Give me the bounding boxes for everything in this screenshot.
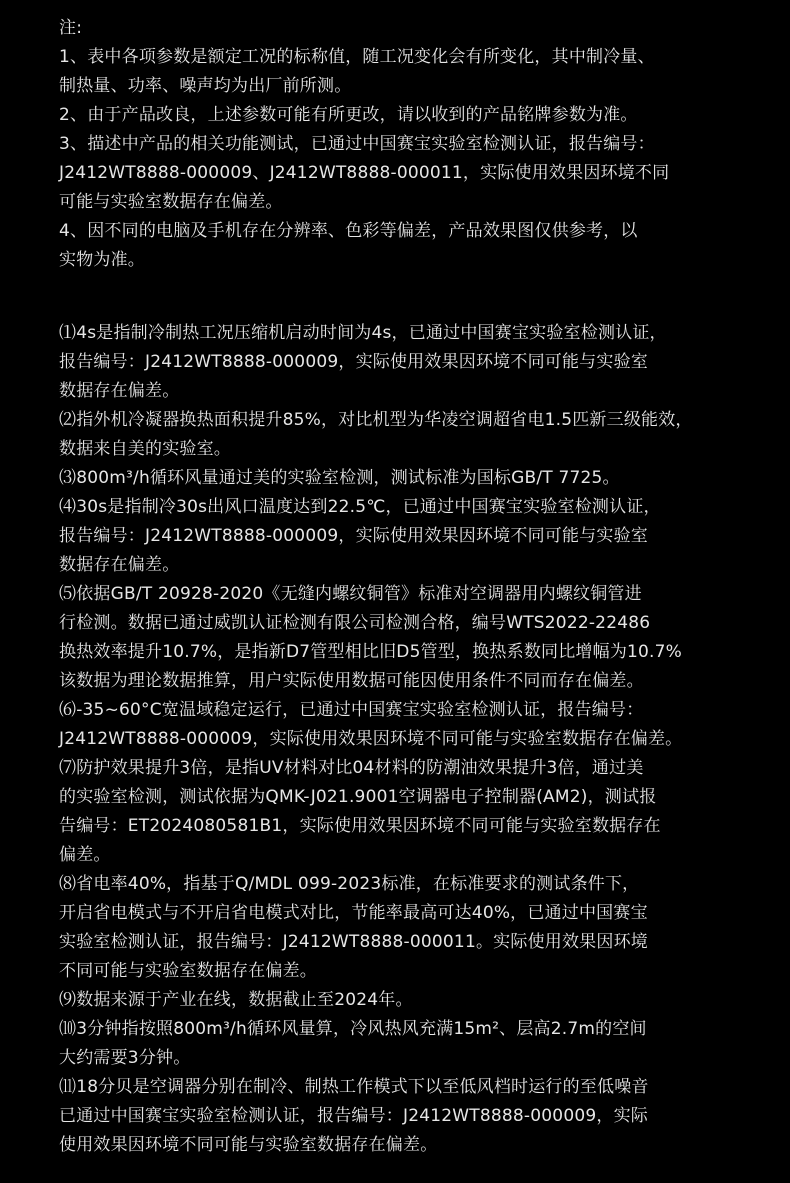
footnote-line: 行检测。数据已通过威凯认证检测有限公司检测合格，编号WTS2022-22486 xyxy=(59,613,651,633)
notes-line: 3、描述中产品的相关功能测试，已通过中国赛宝实验室检测认证，报告编号： xyxy=(59,134,655,154)
notes-line: J2412WT8888-000009、J2412WT8888-000011，实际使用效果因环境不同 xyxy=(59,163,670,183)
footnote-line: 开启省电模式与不开启省电模式对比，节能率最高可达40%，已通过中国赛宝 xyxy=(59,903,648,923)
footnote-line: ⑹-35~60°C宽温域稳定运行，已通过中国赛宝实验室检测认证，报告编号： xyxy=(59,700,644,720)
footnote-line: 该数据为理论数据推算，用户实际使用数据可能因使用条件不同而存在偏差。 xyxy=(59,671,644,691)
footnote-line: ⑾18分贝是空调器分别在制冷、制热工作模式下以至低风档时运行的至低噪音 xyxy=(59,1077,649,1097)
notes-line: 1、表中各项参数是额定工况的标称值，随工况变化会有所变化，其中制冷量、 xyxy=(59,47,655,67)
footnote-line: 数据存在偏差。 xyxy=(59,381,180,401)
notes-line: 4、因不同的电脑及手机存在分辨率、色彩等偏差，产品效果图仅供参考，以 xyxy=(59,221,638,241)
notes-heading: 注: xyxy=(59,18,83,38)
footnote-line: ⑻省电率40%，指基于Q/MDL 099-2023标准，在标准要求的测试条件下， xyxy=(59,874,640,894)
notes-line: 2、由于产品改良，上述参数可能有所更改，请以收到的产品铭牌参数为准。 xyxy=(59,105,638,125)
footnote-line: J2412WT8888-000009，实际使用效果因环境不同可能与实验室数据存在偏差。 xyxy=(59,729,683,749)
footnote-line: 偏差。 xyxy=(59,845,111,865)
footnote-line: 数据存在偏差。 xyxy=(59,555,180,575)
footnote-line: 大约需要3分钟。 xyxy=(59,1048,191,1068)
footnote-line: ⑴4s是指制冷制热工况压缩机启动时间为4s，已通过中国赛宝实验室检测认证， xyxy=(59,323,667,343)
footnote-line: ⑸依据GB/T 20928-2020《无缝内螺纹铜管》标准对空调器用内螺纹铜管进 xyxy=(59,584,642,604)
footnotes-section xyxy=(59,319,787,1160)
notes-line: 制热量、功率、噪声均为出厂前所测。 xyxy=(59,76,352,96)
footnote-line: 的实验室检测，测试依据为QMK-J021.9001空调器电子控制器(AM2)，测试报 xyxy=(59,787,657,807)
notes-line: 实物为准。 xyxy=(59,250,145,270)
footnote-line: 已通过中国赛宝实验室检测认证，报告编号：J2412WT8888-000009，实际 xyxy=(59,1106,648,1126)
footnote-line: ⑵指外机冷凝器换热面积提升85%，对比机型为华凌空调超省电1.5匹新三级能效， xyxy=(59,410,693,430)
footnote-line: 报告编号：J2412WT8888-000009，实际使用效果因环境不同可能与实验室 xyxy=(59,526,648,546)
footnote-line: 使用效果因环境不同可能与实验室数据存在偏差。 xyxy=(59,1135,438,1155)
footnote-line: 数据来自美的实验室。 xyxy=(59,439,231,459)
footnote-line: 报告编号：J2412WT8888-000009，实际使用效果因环境不同可能与实验室 xyxy=(59,352,648,372)
footnote-line: ⑶800m³/h循环风量通过美的实验室检测，测试标准为国标GB/T 7725。 xyxy=(59,468,620,488)
footnote-line: ⑼数据来源于产业在线，数据截止至2024年。 xyxy=(59,990,413,1010)
footnote-line: ⑺防护效果提升3倍，是指UV材料对比04材料的防潮油效果提升3倍，通过美 xyxy=(59,758,644,778)
footnote-line: 不同可能与实验室数据存在偏差。 xyxy=(59,961,317,981)
footnote-line: 换热效率提升10.7%，是指新D7管型相比旧D5管型，换热系数同比增幅为10.7% xyxy=(59,642,683,662)
footnote-line: 实验室检测认证，报告编号：J2412WT8888-000011。实际使用效果因环境 xyxy=(59,932,648,952)
notes-line: 可能与实验室数据存在偏差。 xyxy=(59,192,283,212)
footnote-line: ⑽3分钟指按照800m³/h循环风量算，冷风热风充满15m²、层高2.7m的空间 xyxy=(59,1019,647,1039)
footnote-line: ⑷30s是指制冷30s出风口温度达到22.5℃，已通过中国赛宝实验室检测认证， xyxy=(59,497,661,517)
notes-section xyxy=(59,14,787,275)
footnote-line: 告编号：ET2024080581B1，实际使用效果因环境不同可能与实验室数据存在 xyxy=(59,816,661,836)
